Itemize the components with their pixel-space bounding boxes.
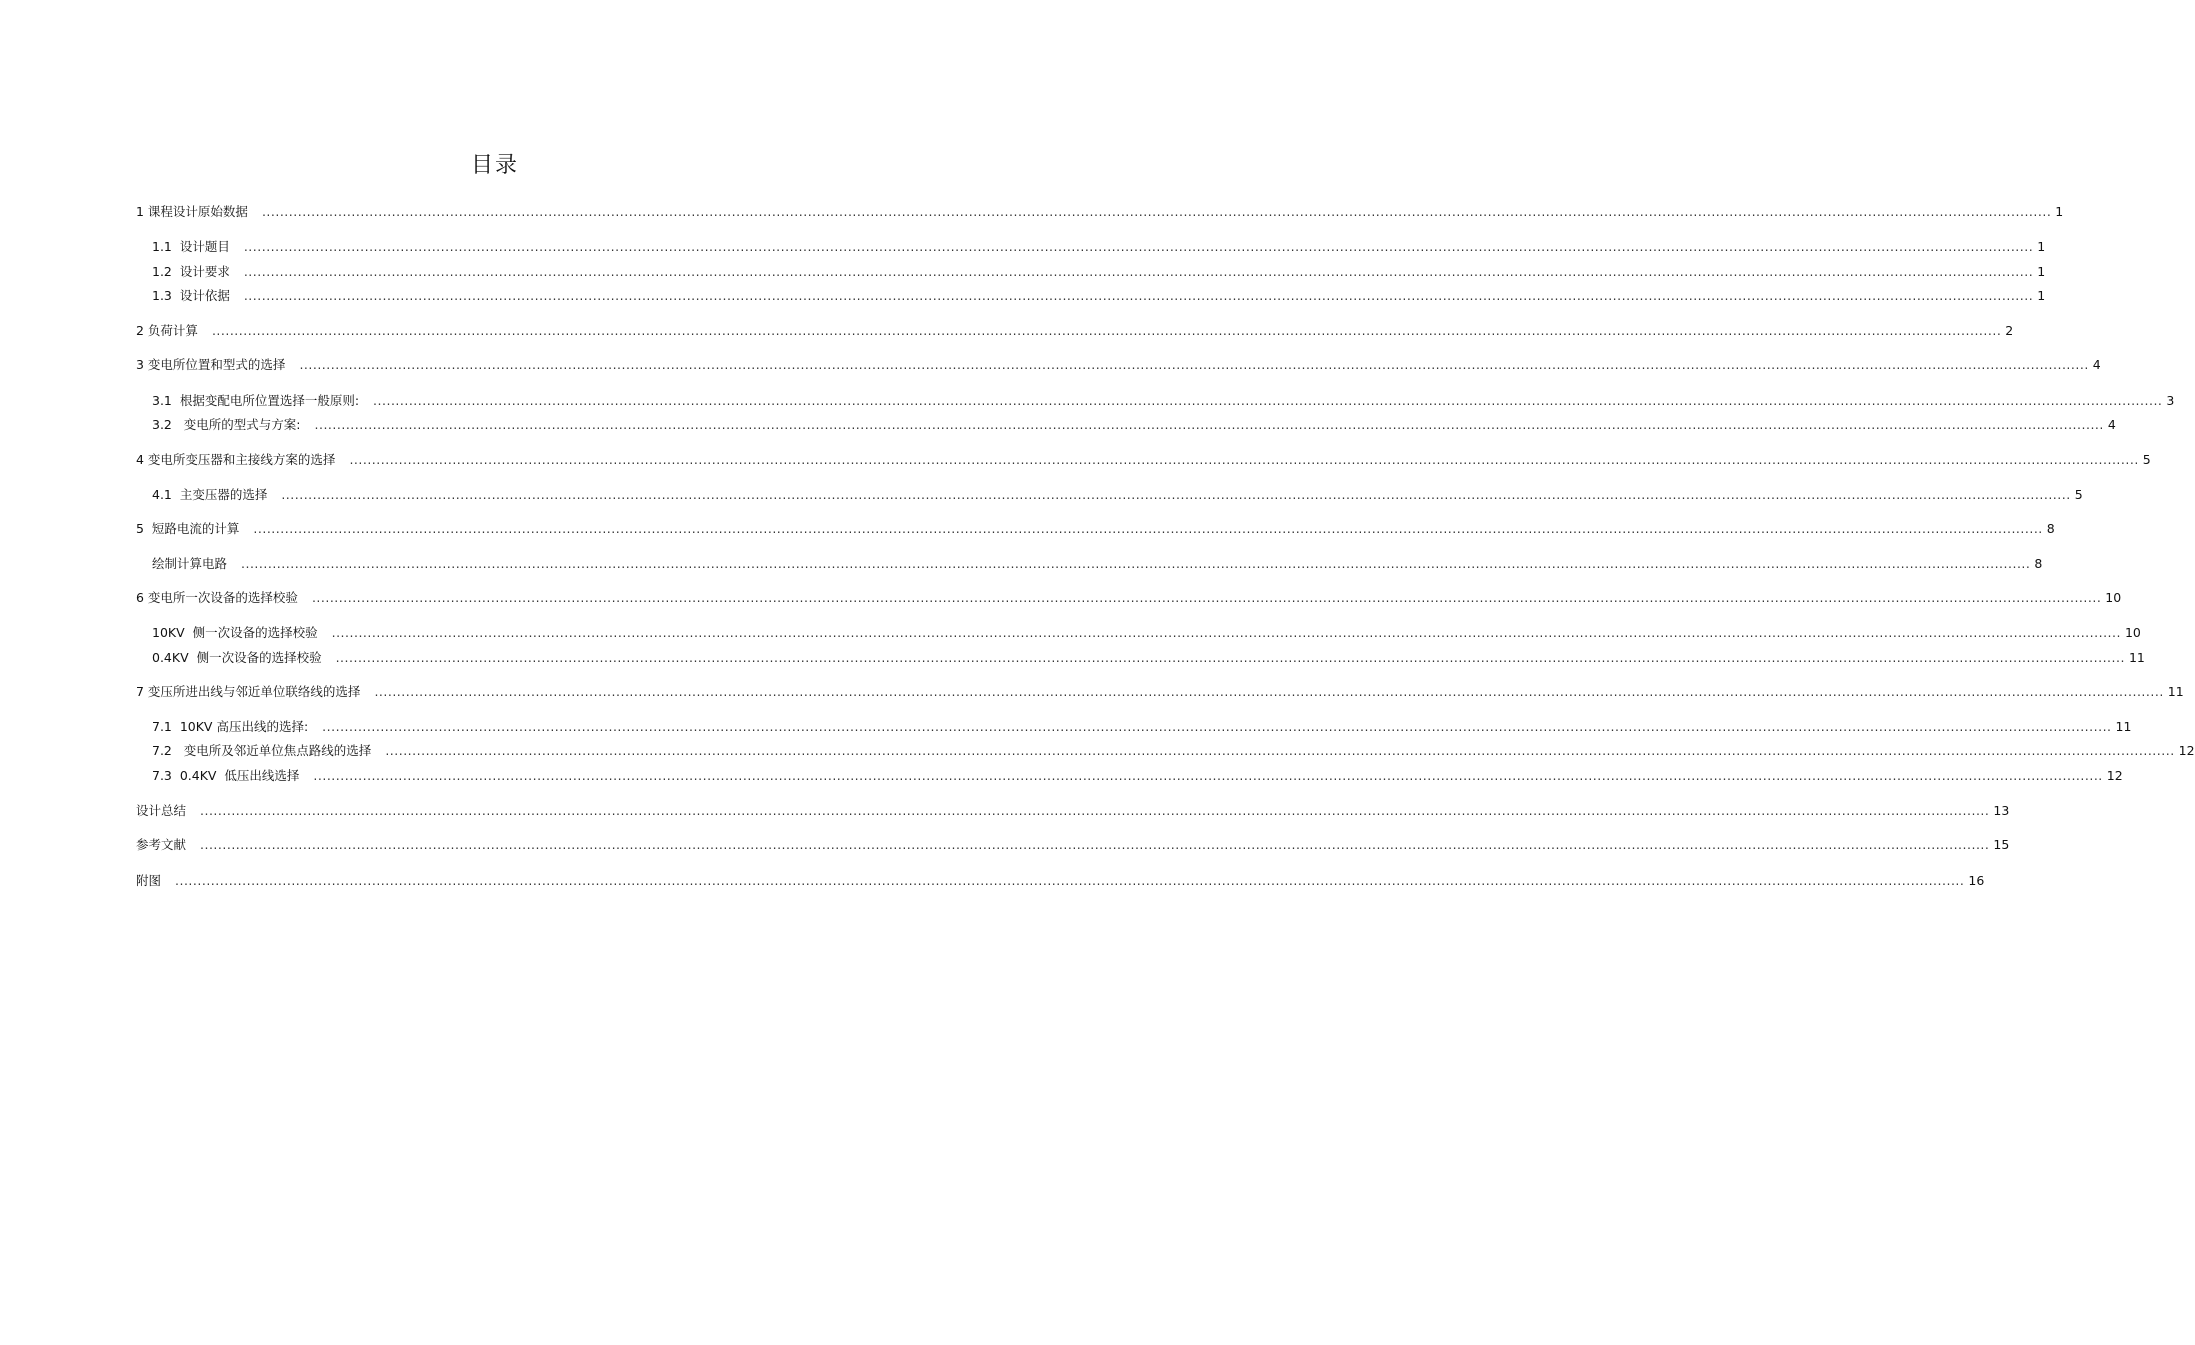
dot-leader: ................................................................................................................................................................................................................................................................................................................................................................................................................ (243, 264, 2034, 279)
toc-entry-label: 1.1 设计题目 (152, 239, 230, 254)
toc-entry[interactable] (136, 202, 2064, 220)
toc-entry[interactable] (136, 801, 2010, 819)
toc-entry[interactable] (152, 766, 2123, 784)
dot-leader: ................................................................................................................................................................................................................................................................................................................................................................................................................ (322, 719, 2112, 734)
toc-entry[interactable] (152, 717, 2132, 735)
toc-entry[interactable] (136, 871, 1985, 889)
toc-entry-label: 4 变电所变压器和主接线方案的选择 (136, 452, 336, 467)
toc-entry[interactable] (136, 588, 2122, 606)
toc-entry-label: 3.1 根据变配电所位置选择一般原则: (152, 393, 360, 408)
toc-entry-page: 2 (2005, 323, 2014, 338)
toc-entry-page: 16 (1968, 873, 1985, 888)
toc-entry-page: 8 (2046, 521, 2055, 536)
dot-leader: ................................................................................................................................................................................................................................................................................................................................................................................................................ (243, 288, 2034, 303)
toc-entry[interactable] (152, 485, 2083, 503)
toc-entry-page: 10 (2124, 625, 2141, 640)
toc-entry-page: 12 (2178, 743, 2195, 758)
toc-entry[interactable] (152, 648, 2145, 666)
dot-leader: ................................................................................................................................................................................................................................................................................................................................................................................................................ (349, 452, 2139, 467)
toc-entry-label: 7.2 变电所及邻近单位焦点路线的选择 (152, 743, 372, 758)
dot-leader: ................................................................................................................................................................................................................................................................................................................................................................................................................ (281, 487, 2071, 502)
toc-entry-page: 13 (1993, 803, 2010, 818)
dot-leader: ................................................................................................................................................................................................................................................................................................................................................................................................................ (373, 393, 2163, 408)
dot-leader: ................................................................................................................................................................................................................................................................................................................................................................................................................ (299, 357, 2089, 372)
toc-entry-page: 3 (2166, 393, 2175, 408)
dot-leader: ................................................................................................................................................................................................................................................................................................................................................................................................................ (175, 873, 1965, 888)
toc-entry-label: 6 变电所一次设备的选择校验 (136, 590, 298, 605)
dot-leader: ................................................................................................................................................................................................................................................................................................................................................................................................................ (331, 625, 2121, 640)
toc-entry-label: 1.3 设计依据 (152, 288, 230, 303)
toc-entry-page: 1 (2037, 239, 2046, 254)
toc-entry-label: 设计总结 (136, 803, 187, 818)
toc-entry-label: 1.2 设计要求 (152, 264, 230, 279)
toc-entry-label: 5 短路电流的计算 (136, 521, 240, 536)
dot-leader: ................................................................................................................................................................................................................................................................................................................................................................................................................ (241, 556, 2031, 571)
toc-entry[interactable] (136, 355, 2101, 373)
dot-leader: ................................................................................................................................................................................................................................................................................................................................................................................................................ (211, 323, 2002, 338)
toc-entry-page: 5 (2074, 487, 2083, 502)
toc-entry-page: 5 (2142, 452, 2151, 467)
toc-entry-page: 12 (2106, 768, 2123, 783)
toc-entry[interactable] (152, 741, 2195, 759)
dot-leader: ................................................................................................................................................................................................................................................................................................................................................................................................................ (200, 803, 1990, 818)
toc-entry-label: 10KV 侧一次设备的选择校验 (152, 625, 318, 640)
toc-entry-label: 绘制计算电路 (152, 556, 228, 571)
toc-entry-page: 11 (2115, 719, 2132, 734)
toc-entry-label: 参考文献 (136, 837, 187, 852)
toc-entry[interactable] (136, 519, 2055, 537)
toc-entry-page: 15 (1993, 837, 2010, 852)
dot-leader: ................................................................................................................................................................................................................................................................................................................................................................................................................ (374, 684, 2164, 699)
dot-leader: ................................................................................................................................................................................................................................................................................................................................................................................................................ (200, 837, 1990, 852)
toc-entry-page: 1 (2037, 288, 2046, 303)
dot-leader: ................................................................................................................................................................................................................................................................................................................................................................................................................ (311, 590, 2102, 605)
toc-entry[interactable] (152, 237, 2046, 255)
toc-entry-page: 1 (2055, 204, 2064, 219)
toc-entry-page: 4 (2092, 357, 2101, 372)
toc-entry-page: 4 (2107, 417, 2116, 432)
toc-entry[interactable] (136, 682, 2184, 700)
toc-entry-label: 1 课程设计原始数据 (136, 204, 248, 219)
toc-entry-label: 7.1 10KV 高压出线的选择: (152, 719, 309, 734)
toc-entry[interactable] (152, 262, 2046, 280)
toc-entry[interactable] (136, 835, 2010, 853)
toc-entry[interactable] (152, 554, 2043, 572)
toc-title: 目录 (470, 153, 519, 178)
toc-entry-label: 7 变压所进出线与邻近单位联络线的选择 (136, 684, 361, 699)
dot-leader: ................................................................................................................................................................................................................................................................................................................................................................................................................ (253, 521, 2043, 536)
toc-entry[interactable] (152, 415, 2116, 433)
toc-entry-page: 11 (2128, 650, 2145, 665)
toc-entry-page: 10 (2105, 590, 2122, 605)
dot-leader: ................................................................................................................................................................................................................................................................................................................................................................................................................ (261, 204, 2052, 219)
toc-entry[interactable] (136, 321, 2014, 339)
toc-entry-label: 3.2 变电所的型式与方案: (152, 417, 301, 432)
toc-entry[interactable] (152, 391, 2175, 409)
dot-leader: ................................................................................................................................................................................................................................................................................................................................................................................................................ (314, 417, 2104, 432)
toc-entry[interactable] (152, 623, 2141, 641)
toc-entry-label: 附图 (136, 873, 162, 888)
toc-entry-page: 11 (2167, 684, 2184, 699)
dot-leader: ................................................................................................................................................................................................................................................................................................................................................................................................................ (313, 768, 2103, 783)
toc-entry[interactable] (152, 286, 2046, 304)
dot-leader: ................................................................................................................................................................................................................................................................................................................................................................................................................ (335, 650, 2125, 665)
toc-entry-label: 3 变电所位置和型式的选择 (136, 357, 286, 372)
toc-entry-page: 8 (2034, 556, 2043, 571)
toc-entry-label: 0.4KV 侧一次设备的选择校验 (152, 650, 322, 665)
toc-entry-label: 7.3 0.4KV 低压出线选择 (152, 768, 300, 783)
toc-entry[interactable] (136, 450, 2151, 468)
toc-entry-label: 2 负荷计算 (136, 323, 198, 338)
dot-leader: ................................................................................................................................................................................................................................................................................................................................................................................................................ (385, 743, 2175, 758)
toc-entry-label: 4.1 主变压器的选择 (152, 487, 268, 502)
toc-entry-page: 1 (2037, 264, 2046, 279)
dot-leader: ................................................................................................................................................................................................................................................................................................................................................................................................................ (243, 239, 2034, 254)
